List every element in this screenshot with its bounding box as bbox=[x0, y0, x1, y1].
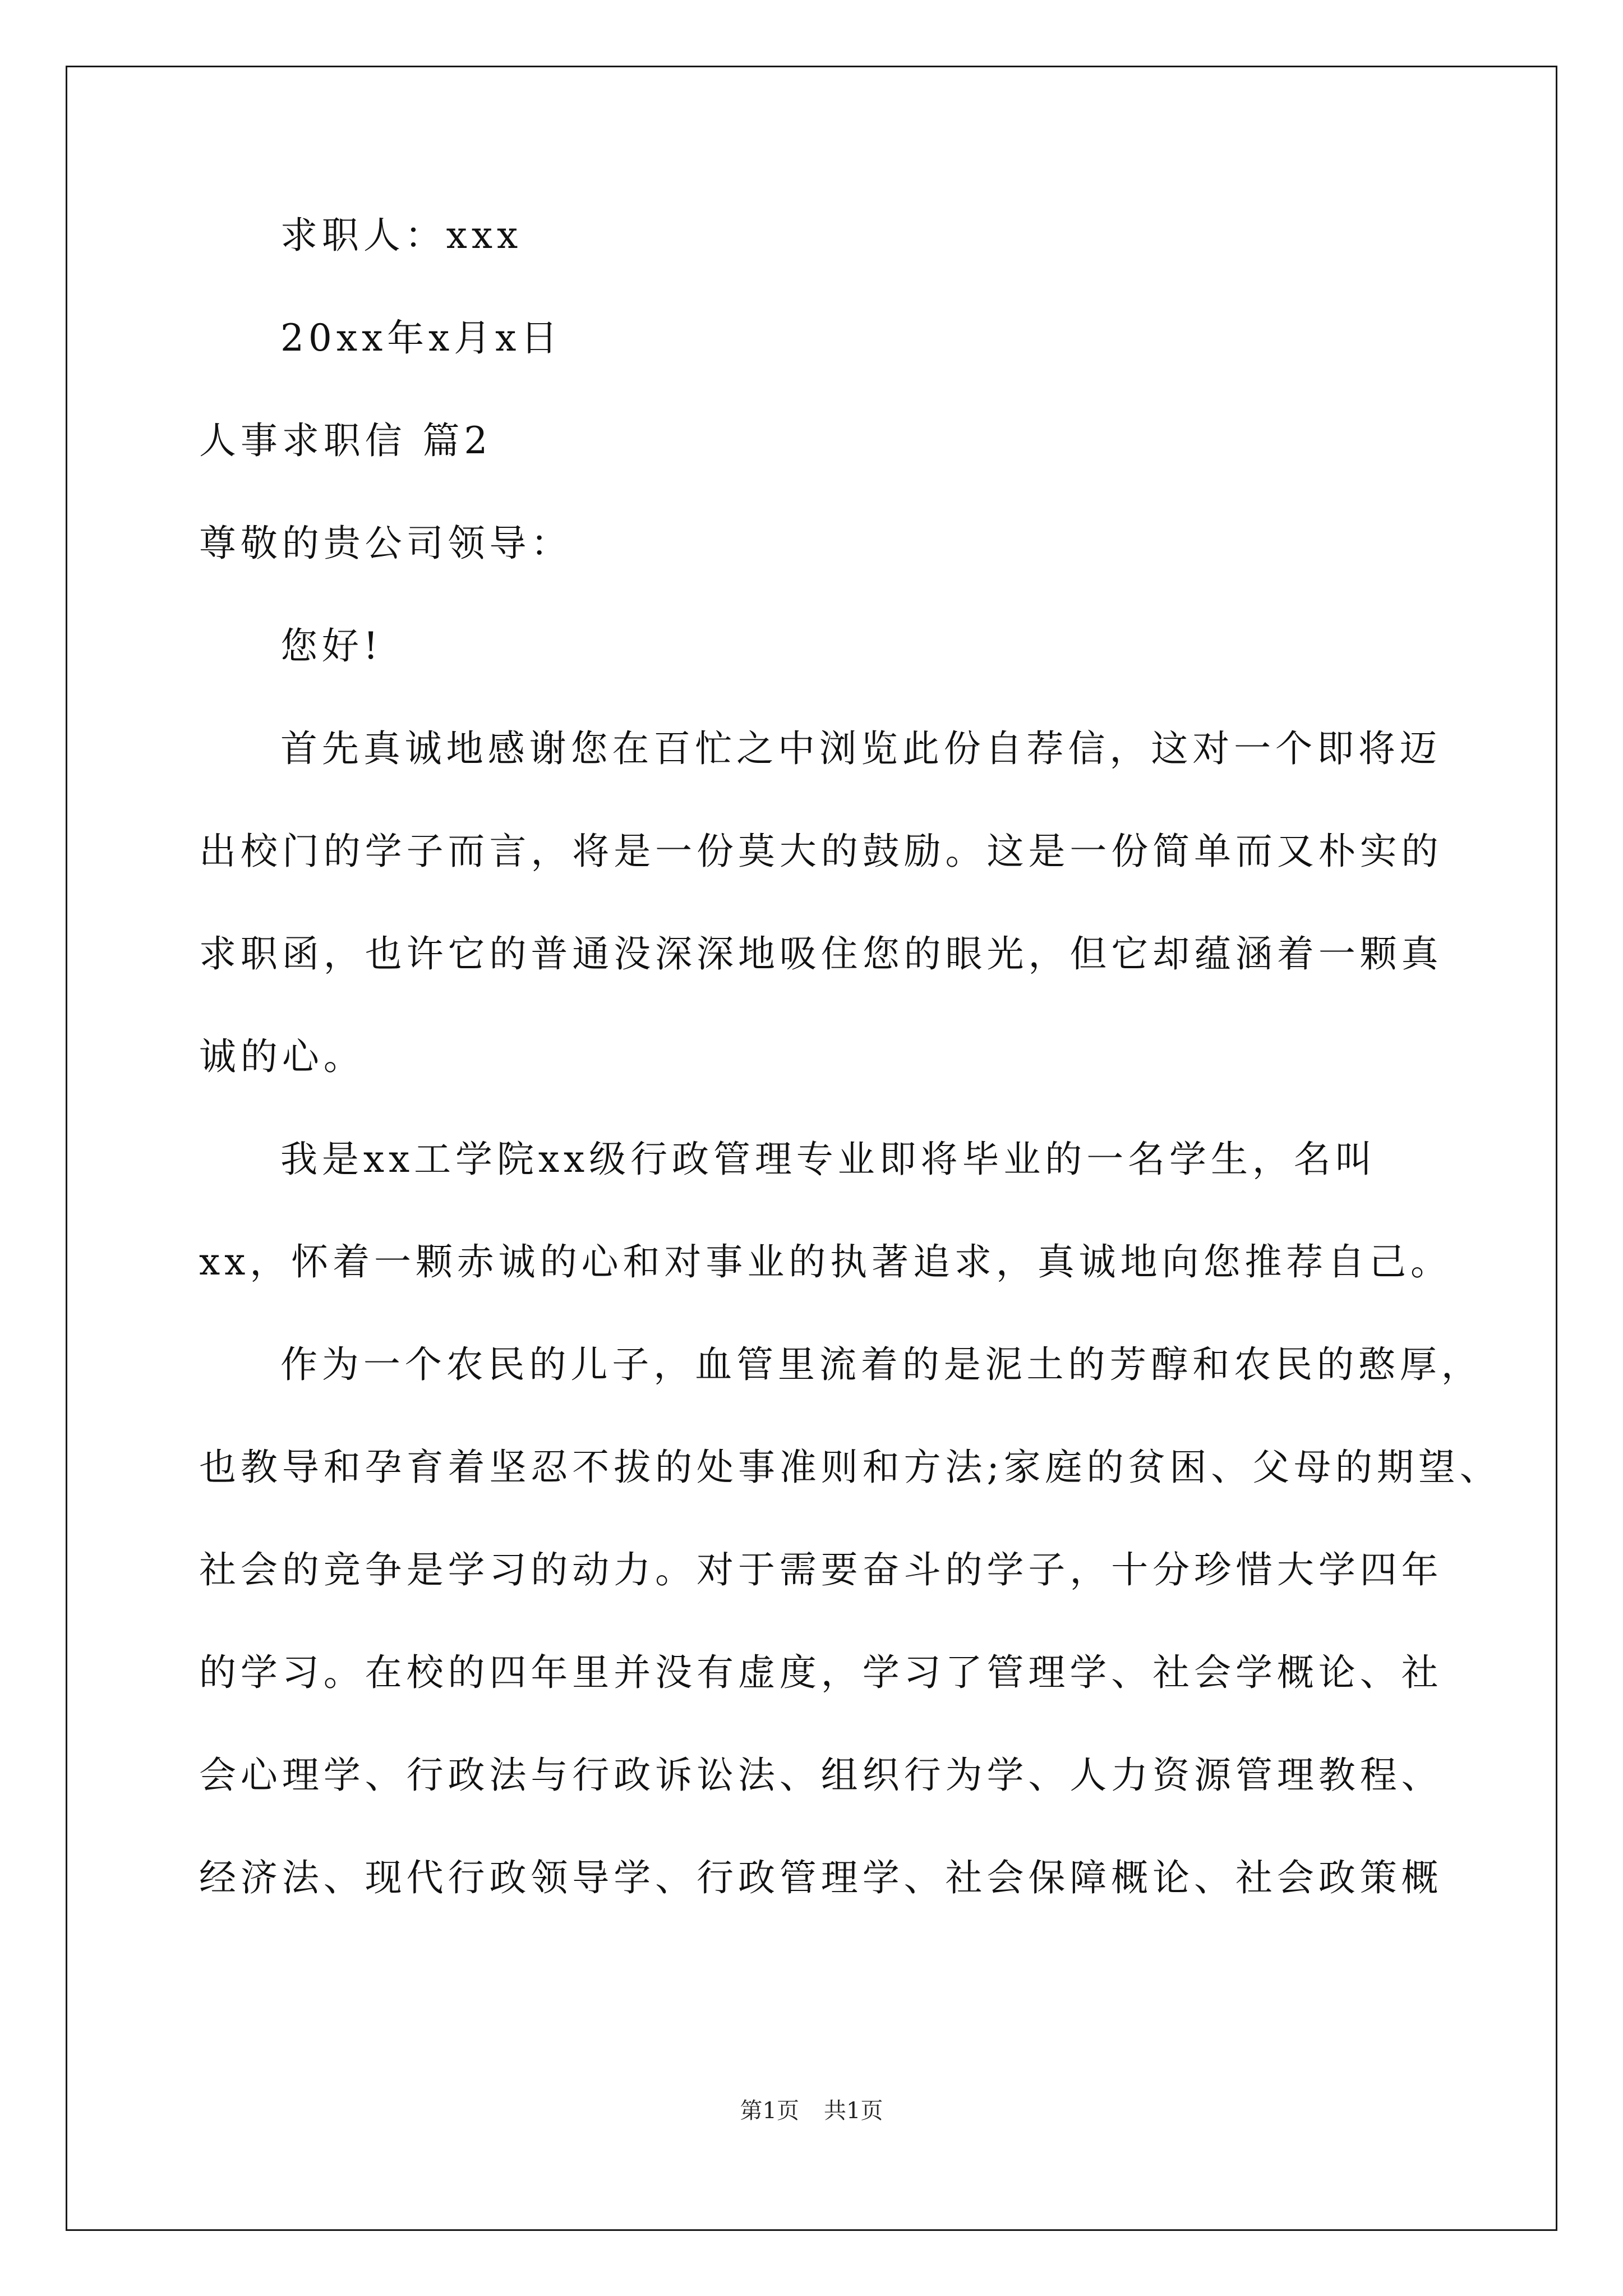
paragraph-line: 经济法、现代行政领导学、行政管理学、社会保障概论、社会政策概 bbox=[199, 1856, 1443, 1899]
paragraph-line: 也教导和孕育着坚忍不拔的处事准则和方法;家庭的贫困、父母的期望、 bbox=[199, 1446, 1501, 1489]
paragraph-line: 出校门的学子而言，将是一份莫大的鼓励。这是一份简单而又朴实的 bbox=[199, 830, 1443, 873]
paragraph-line: xx，怀着一颗赤诚的心和对事业的执著追求，真诚地向您推荐自己。 bbox=[199, 1240, 1452, 1283]
signature-line: 求职人：xxx bbox=[280, 214, 523, 257]
paragraph-line: 社会的竞争是学习的动力。对于需要奋斗的学子，十分珍惜大学四年 bbox=[199, 1548, 1443, 1591]
paragraph-line: 的学习。在校的四年里并没有虚度，学习了管理学、社会学概论、社 bbox=[199, 1651, 1443, 1694]
page-total: 共1页 bbox=[824, 2098, 883, 2124]
paragraph-line: 作为一个农民的儿子，血管里流着的是泥土的芳醇和农民的憨厚， bbox=[280, 1343, 1483, 1386]
page-footer bbox=[0, 2095, 1623, 2127]
paragraph-line: 诚的心。 bbox=[199, 1035, 365, 1078]
paragraph-line: 首先真诚地感谢您在百忙之中浏览此份自荐信，这对一个即将迈 bbox=[280, 727, 1441, 770]
section-heading: 人事求职信 篇2 bbox=[199, 419, 492, 462]
salutation: 尊敬的贵公司领导： bbox=[199, 522, 573, 565]
paragraph-line: 我是xx工学院xx级行政管理专业即将毕业的一名学生，名叫 bbox=[280, 1138, 1377, 1181]
paragraph-line: 会心理学、行政法与行政诉讼法、组织行为学、人力资源管理教程、 bbox=[199, 1754, 1443, 1797]
greeting: 您好! bbox=[280, 624, 383, 668]
page-number: 第1页 bbox=[740, 2098, 799, 2124]
paragraph-line: 求职函，也许它的普通没深深地吸住您的眼光，但它却蕴涵着一颗真 bbox=[199, 932, 1443, 976]
date-line: 20xx年x月x日 bbox=[280, 316, 562, 360]
